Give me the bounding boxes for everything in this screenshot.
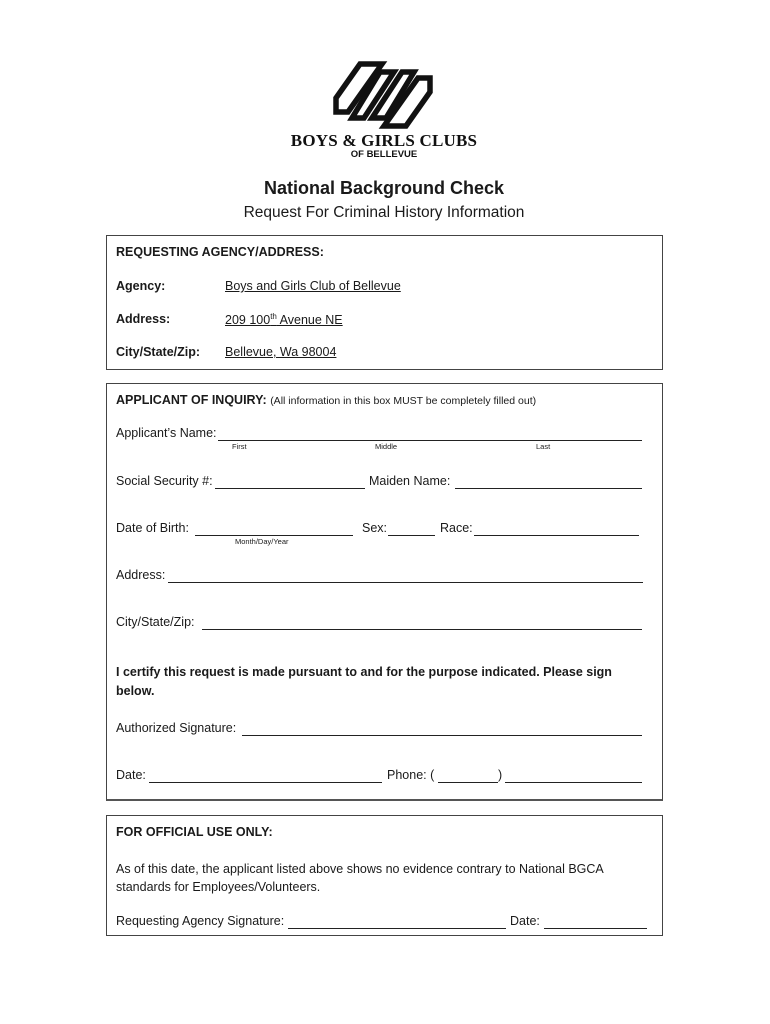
applicant-section [106,383,663,801]
name-last-hint: Last [536,442,551,451]
applicant-city-state-zip-label: City/State/Zip: [116,615,195,629]
org-name: BOYS & GIRLS CLUBS [290,131,478,150]
applicant-heading-row [116,393,536,407]
document-subtitle: Request For Criminal History Information [243,204,525,221]
address-label: Address: [116,312,171,326]
dob-label: Date of Birth: [116,521,189,535]
maiden-name-field[interactable] [455,488,642,489]
phone-area-code-field[interactable] [438,782,498,783]
agency-section-heading: REQUESTING AGENCY/ADDRESS: [116,245,324,259]
applicant-city-state-zip-field[interactable] [202,629,642,630]
boys-girls-clubs-logo-icon [330,60,436,130]
address-value-main: 209 100 [225,313,271,328]
city-state-zip-value: Bellevue, Wa 98004 [225,345,337,359]
applicant-date-field[interactable] [149,782,382,783]
address-value-sup: th [270,312,277,321]
certify-statement-line1: I certify this request is made pursuant to and for the purpose indicated. Please sign [116,665,612,679]
phone-label: Phone: ( [387,768,435,782]
name-first-hint: First [232,442,247,451]
phone-close-paren: ) [498,768,503,782]
applicant-name-label: Applicant’s Name: [116,426,217,440]
applicant-date-label: Date: [116,768,146,782]
address-value-rest: Avenue NE [276,313,343,328]
authorized-signature-field[interactable] [242,735,642,736]
applicant-section-heading: APPLICANT OF INQUIRY: [116,393,267,407]
address-value [225,312,343,327]
official-statement-line1: As of this date, the applicant listed above shows no evidence contrary to National BGCA [116,862,604,876]
official-date-field[interactable] [544,928,647,929]
sex-label: Sex: [362,521,388,535]
maiden-name-label: Maiden Name: [369,474,451,488]
document-title: National Background Check [263,178,505,198]
agency-value: Boys and Girls Club of Bellevue [225,279,401,293]
agency-signature-label: Requesting Agency Signature: [116,914,285,928]
dob-field[interactable] [195,535,353,536]
official-statement-line2: standards for Employees/Volunteers. [116,880,321,894]
requesting-agency-section [106,235,663,370]
org-subtitle: OF BELLEVUE [350,149,418,160]
certify-statement-line2: below. [116,684,155,698]
sex-field[interactable] [388,535,435,536]
race-field[interactable] [474,535,639,536]
official-date-label: Date: [510,914,540,928]
applicant-name-field[interactable] [218,440,642,441]
dob-format-hint: Month/Day/Year [235,537,289,546]
agency-label: Agency: [116,279,166,293]
applicant-address-label: Address: [116,568,166,582]
applicant-heading-note: (All information in this box MUST be completely filled out) [270,395,537,407]
city-state-zip-label: City/State/Zip: [116,345,201,359]
name-middle-hint: Middle [375,442,398,451]
phone-number-field[interactable] [505,782,642,783]
applicant-address-field[interactable] [168,582,643,583]
ssn-label: Social Security #: [116,474,213,488]
agency-signature-field[interactable] [288,928,506,929]
official-use-section [106,815,663,936]
race-label: Race: [440,521,473,535]
authorized-signature-label: Authorized Signature: [116,721,237,735]
ssn-field[interactable] [215,488,365,489]
official-use-heading: FOR OFFICIAL USE ONLY: [116,825,273,839]
